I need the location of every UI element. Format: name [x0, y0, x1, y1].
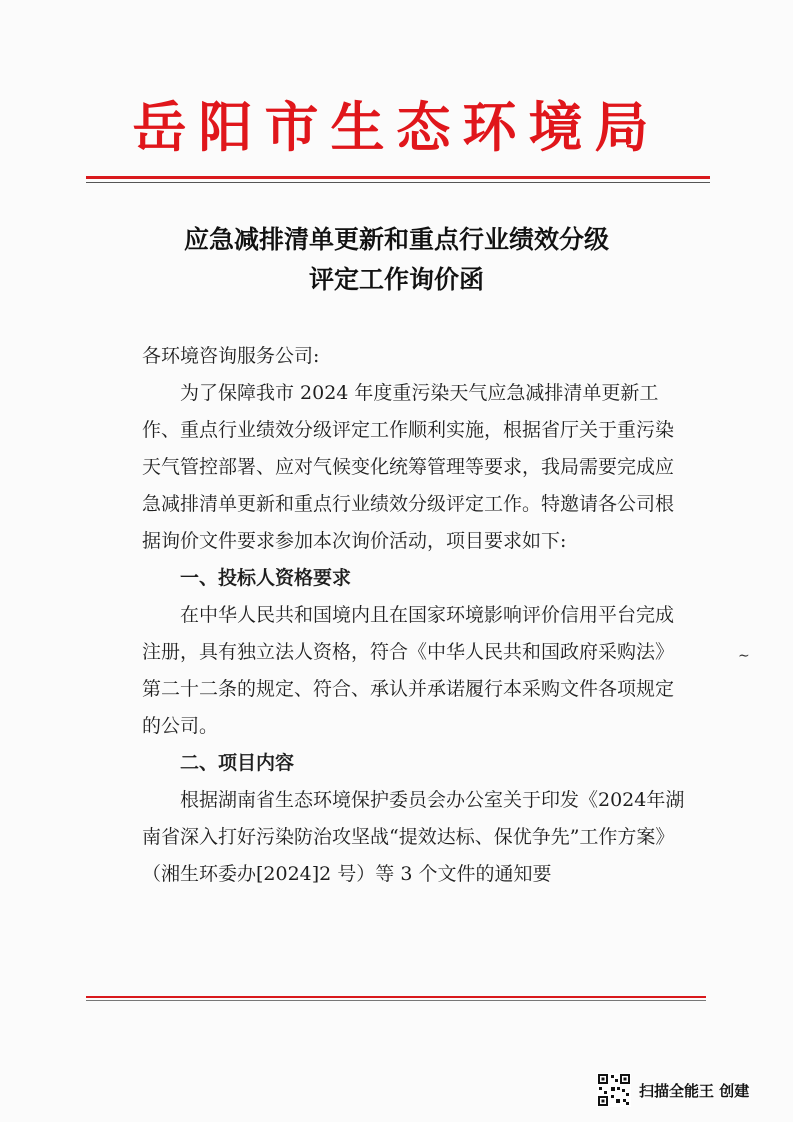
section1-paragraph: 在中华人民共和国境内且在国家环境影响评价信用平台完成注册，具有独立法人资格，符合《中华人民共和国政府采购法》第二十二条的规定、符合、承认并承诺履行本采购文件各项规定的公司。: [142, 604, 675, 737]
section2-heading: 二、项目内容: [180, 752, 295, 774]
section1-heading: 一、投标人资格要求: [180, 567, 352, 589]
document-body: [142, 338, 687, 893]
footer-red-rule: [86, 996, 706, 998]
footer-black-rule: [86, 1000, 706, 1001]
scanner-watermark: [597, 1072, 749, 1108]
document-title-line1: 应急减排清单更新和重点行业绩效分级: [183, 225, 609, 254]
intro-paragraph: 为了保障我市 2024 年度重污染天气应急减排清单更新工作、重点行业绩效分级评定工作顺利实施，根据省厅关于重污染天气管控部署、应对气候变化统筹管理等要求，我局需要完成应急减排清单更新和重点行业绩效分级评定工作。特邀请各公司根据询价文件要求参加本次询价活动，项目要求如下:: [142, 382, 675, 552]
watermark-text: 扫描全能王 创建: [639, 1081, 750, 1100]
qr-code-icon: [597, 1073, 631, 1107]
document-title: [0, 220, 793, 300]
salutation: 各环境咨询服务公司:: [142, 345, 320, 367]
document-title-line2: 评定工作询价函: [308, 265, 484, 294]
letterhead-black-rule: [86, 182, 710, 183]
org-letterhead: 岳阳市生态环境局: [132, 95, 661, 159]
letterhead-red-rule: [86, 176, 710, 179]
scan-artifact-mark: ∼: [738, 648, 750, 664]
section2-paragraph: 根据湖南省生态环境保护委员会办公室关于印发《2024年湖南省深入打好污染防治攻坚战“提效达标、保优争先”工作方案》（湘生环委办[2024]2 号）等 3 个文件的通知要: [142, 789, 685, 885]
